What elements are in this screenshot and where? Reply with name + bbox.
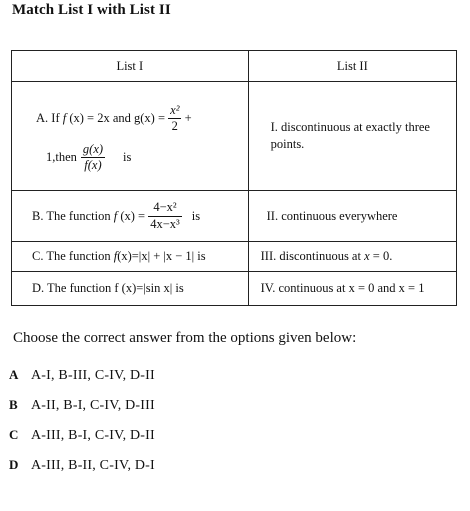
header-list-2 xyxy=(248,51,456,82)
item-c-prefix: C. The function xyxy=(32,249,111,263)
option-d[interactable] xyxy=(9,457,155,474)
item-b-prefix: B. The function xyxy=(32,208,111,223)
table-row-c xyxy=(12,242,457,272)
list-2-item-3-value: = 0. xyxy=(372,249,393,263)
list-2-item-2 xyxy=(248,191,456,242)
item-c-text: (x)=|x| + |x − 1| is xyxy=(117,249,206,263)
option-a-letter: A xyxy=(9,367,19,382)
item-a-f: f xyxy=(62,110,67,125)
option-b-letter: B xyxy=(9,397,18,412)
option-c[interactable] xyxy=(9,427,155,444)
list-2-item-3-x: x xyxy=(364,249,370,263)
list-2-item-1 xyxy=(248,82,456,191)
table-row-b xyxy=(12,191,457,242)
option-a-text: A-I, B-III, C-IV, D-II xyxy=(31,368,155,383)
item-a-then: 1,then xyxy=(46,150,77,165)
list-2-item-3 xyxy=(248,242,456,272)
list-1-item-b xyxy=(12,191,249,242)
option-d-text: A-III, B-II, C-IV, D-I xyxy=(31,458,155,473)
item-a-ratio-denominator: f(x) xyxy=(84,158,102,173)
list-1-item-c xyxy=(12,242,249,272)
item-a-fraction xyxy=(168,104,181,133)
table-row-d xyxy=(12,272,457,306)
item-b-is: is xyxy=(191,208,201,223)
item-a-ratio-numerator: g(x) xyxy=(81,143,105,158)
item-a-ratio xyxy=(81,143,105,172)
list-2-item-3-text: III. discontinuous at xyxy=(260,249,361,263)
list-1-item-d xyxy=(12,272,249,306)
table-header-row xyxy=(12,51,457,82)
item-a-fraction-numerator: x² xyxy=(168,104,181,119)
item-b-fraction-denominator: 4x−x³ xyxy=(150,216,180,231)
item-a-plus: + xyxy=(184,110,192,125)
item-b-fraction xyxy=(148,201,182,230)
header-list-2-label: List II xyxy=(336,58,368,73)
header-list-1-label: List I xyxy=(116,58,144,73)
header-list-1 xyxy=(12,51,249,82)
match-table xyxy=(11,50,457,306)
option-b-text: A-II, B-I, C-IV, D-III xyxy=(31,398,155,413)
item-b-fraction-numerator: 4−x² xyxy=(148,201,182,216)
item-a-text: (x) = 2x and g(x) = xyxy=(69,110,166,125)
item-b-f: f xyxy=(113,208,118,223)
option-a[interactable] xyxy=(9,367,155,384)
list-1-item-a xyxy=(12,82,249,191)
list-2-item-4 xyxy=(248,272,456,306)
item-a-prefix: A. If xyxy=(36,110,60,125)
table-row-a xyxy=(12,82,457,191)
list-2-item-1-text: I. discontinuous at exactly three points. xyxy=(270,119,430,151)
item-d-text: D. The function f (x)=|sin x| is xyxy=(32,281,184,295)
option-b[interactable] xyxy=(9,397,155,414)
question-title: Match List I with List II xyxy=(12,2,171,18)
list-2-item-4-text: IV. continuous at x = 0 and x = 1 xyxy=(260,281,425,295)
item-a-fraction-denominator: 2 xyxy=(171,118,178,133)
item-c-f: f xyxy=(113,249,118,263)
item-b-text: (x) = xyxy=(120,208,146,223)
option-d-letter: D xyxy=(9,457,19,472)
option-c-letter: C xyxy=(9,427,19,442)
item-a-is: is xyxy=(123,150,132,165)
question-prompt: Choose the correct answer from the options given below: xyxy=(13,330,357,346)
option-c-text: A-III, B-I, C-IV, D-II xyxy=(31,428,155,443)
list-2-item-2-text: II. continuous everywhere xyxy=(266,208,398,223)
